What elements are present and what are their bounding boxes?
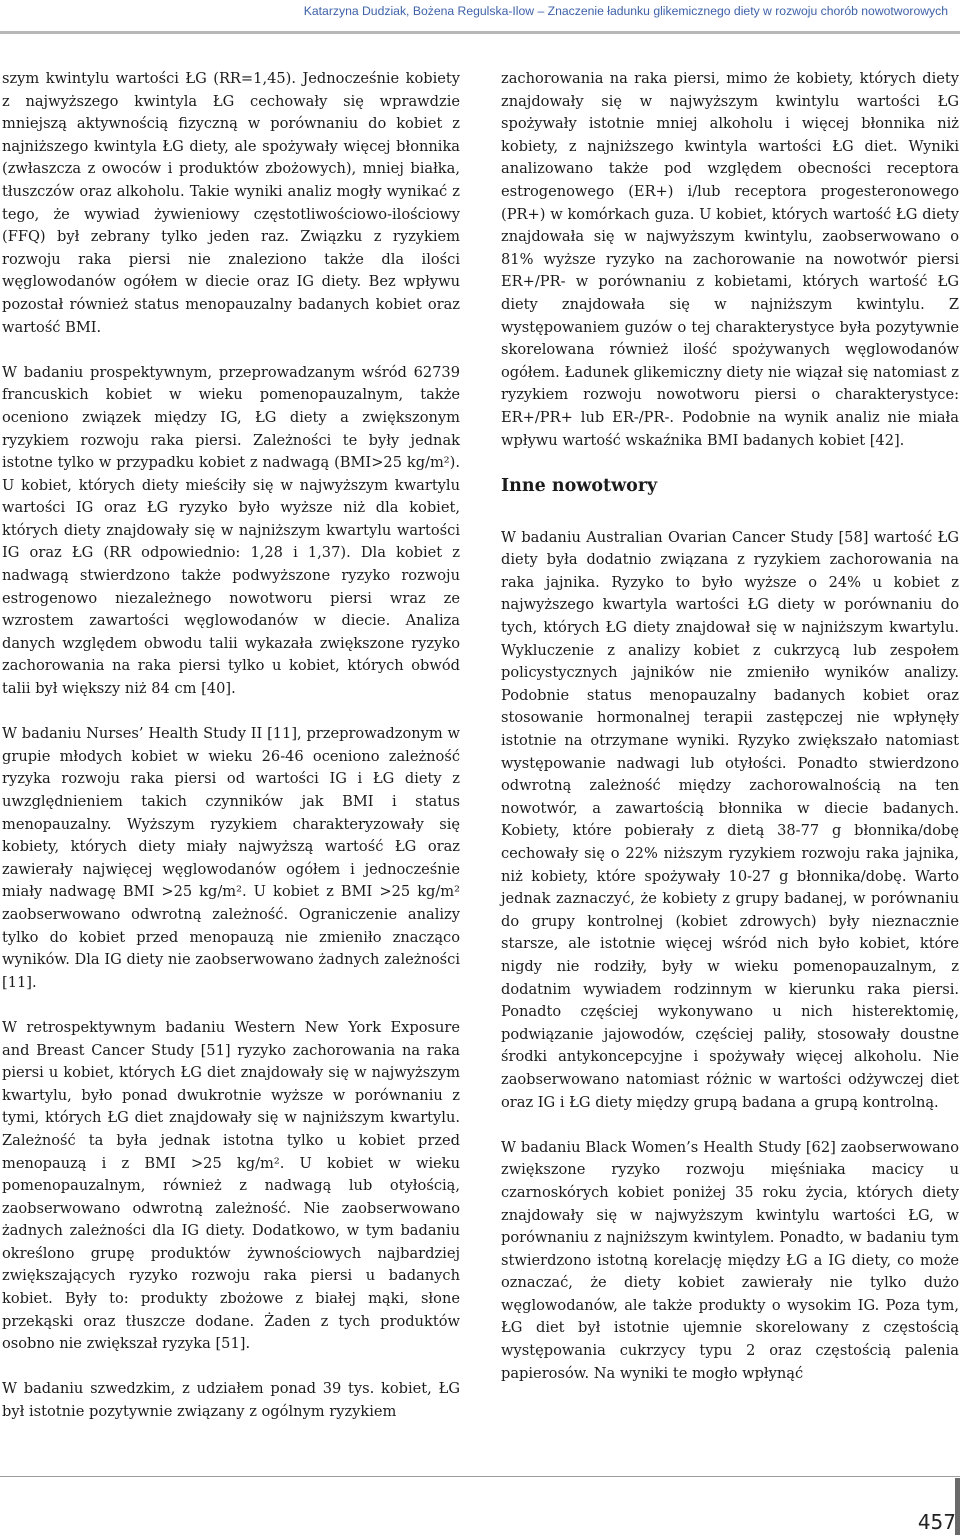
paragraph: W badaniu Nurses’ Health Study II [11], przeprowadzonym w grupie młodych kobiet w wieku 26-46 oceniono zależność ryzyka rozwoju raka piersi od wartości IG i ŁG diety z uwzględnieniem takich czynników jak BMI i status menopauzalny. Wyższym ryzykiem charakteryzowały się kobiety, których diety miały najwyższą wartość ŁG oraz zawierały najwięcej węglowodanów ogółem i jednocześnie miały nadwagę BMI >25 kg/m². U kobiet z BMI >25 kg/m² zaobserwowano odwrotną zależność. Ograniczenie analizy tylko do kobiet przed menopauzą nie zmieniło znacząco wyników. Dla IG diety nie zaobserwowano żadnych zależności [11]. xyxy=(2,725,460,991)
header-rule xyxy=(0,31,960,34)
page-number: 457 xyxy=(917,1510,956,1534)
paragraph: W badaniu Black Women’s Health Study [62] zaobserwowano zwiększone ryzyko rozwoju mięśniaka macicy u czarnoskórych kobiet poniżej 35 roku życia, których diety znajdowały się w najwyższym kwintylu wartości ŁG, w porównaniu z najniższym kwintylem. Ponadto, w badaniu tym stwierdzono istotną korelację między ŁG a IG diety, co może oznaczać, że diety kobiet zawierały nie tylko dużo węglowodanów, ale także produkty o wysokim IG. Poza tym, ŁG diet był istotnie ujemnie skorelowany z częstością występowania cukrzycy typu 2 oraz częstością palenia papierosów. Na wyniki te mogło wpłynąć xyxy=(501,1138,959,1382)
left-column xyxy=(2,68,460,1424)
paragraph: W retrospektywnym badaniu Western New York Exposure and Breast Cancer Study [51] ryzyko zachorowania na raka piersi u kobiet, których ŁG diet znajdowały się w najwyższym kwartylu, było ponad dwukrotnie wyższe w porównaniu z tymi, których ŁG diet znajdowały się w najniższym kwartylu. Zależność ta była jednak istotna tylko u kobiet przed menopauzą i z BMI >25 kg/m². U kobiet w wieku pomenopauzalnym, również z nadwagą lub otyłością, zaobserwowano odwrotną zależność. Nie zaobserwowano żadnych zależności dla IG diety. Dodatkowo, w tym badaniu określono grupę produktów żywnościowych najbardziej zwiększających ryzyko rozwoju raka piersi u badanych kobiet. Były to: produkty zbożowe z białej mąki, słone przekąski oraz tłuszcze dodane. Żaden z tych produktów osobno nie zwiększał ryzyka [51]. xyxy=(2,1018,460,1353)
paragraph: W badaniu prospektywnym, przeprowadzanym wśród 62739 francuskich kobiet w wieku pomenopauzalnym, także oceniono związek między IG, ŁG diety a zwiększonym ryzykiem rozwoju raka piersi. Zależności te były jednak istotne tylko w przypadku kobiet z nadwagą (BMI>25 kg/m²). U kobiet, których diety mieściły się w najwyższym kwartylu wartości IG oraz ŁG ryzyko było wyższe niż dla kobiet, których diety znajdowały się w najniższym kwartylu wartości IG oraz ŁG (RR odpowiednio: 1,28 i 1,37). Dla kobiet z nadwagą stwierdzono także podwyższone ryzyko rozwoju estrogenowo niezależnego nowotworu piersi wraz ze wzrostem zawartości węglowodanów w diecie. Analiza danych względem obwodu talii wykazała zwiększone ryzyko zachorowania na raka piersi tylko u kobiet, których obwód talii był większy niż 84 cm [40]. xyxy=(2,363,460,698)
paragraph: szym kwintylu wartości ŁG (RR=1,45). Jednocześnie kobiety z najwyższego kwintyla ŁG cechowały się wprawdzie mniejszą aktywnością fizyczną w porównaniu do kobiet z najniższego kwintyla ŁG diety, ale spożywały więcej błonnika (zwłaszcza z owoców i produktów zbożowych), mniej białka, tłuszczów oraz alkoholu. Takie wyniki analiz mogły wynikać z tego, że wywiad żywieniowy częstotliwościowo-ilościowy (FFQ) był zebrany tylko jeden raz. Związku z ryzykiem rozwoju raka piersi nie znaleziono także dla ilości węglowodanów ogółem w diecie oraz IG diety. Bez wpływu pozostał również status menopauzalny badanych kobiet oraz wartość BMI. xyxy=(2,70,460,336)
paragraph: W badaniu Australian Ovarian Cancer Study [58] wartość ŁG diety była dodatnio związana z ryzykiem zachorowania na raka jajnika. Ryzyko to było wyższe o 24% u kobiet z najwyższego kwartyla wartości ŁG diety w porównaniu do tych, których ŁG diety znajdował się w najniższym kwartylu. Wykluczenie z analizy kobiet z cukrzycą lub zespołem policystycznych jajników nie zmieniło wyników analizy. Podobnie status menopauzalny badanych kobiet oraz stosowanie hormonalnej terapii zastępczej nie wpłynęły istotnie na otrzymane wyniki. Ryzyko zwiększało natomiast występowanie nadwagi lub otyłości. Ponadto stwierdzono odwrotną zależność między zachorowalnością na ten nowotwór, a zawartością błonnika w diecie badanych. Kobiety, które pobierały z dietą 38-77 g błonnika/dobę cechowały się o 22% niższym ryzykiem rozwoju raka jajnika, niż kobiety, które spożywały 10-27 g błonnika/dobę. Warto jednak zaznaczyć, że kobiety z grupy badanej, w porównaniu do grupy kontrolnej (kobiet zdrowych) były nieznacznie starsze, ale istotnie więcej wśród nich było kobiet, które nigdy nie rodziły, były w wieku pomenopauzalnym, z dodatnim wywiadem rodzinnym w kierunku raka piersi. Ponadto częściej wykonywano u nich histerektomię, podwiązanie jajowodów, częściej paliły, stosowały doustne środki antykoncepcyjne i spożywały więcej alkoholu. Nie zaobserwowano natomiast różnic w wartości odżywczej diet oraz IG i ŁG diety między grupą badana a grupą kontrolną. xyxy=(501,528,959,1111)
paragraph: zachorowania na raka piersi, mimo że kobiety, których diety znajdowały się w najwyższym kwintylu wartości ŁG spożywały istotnie mniej alkoholu i więcej błonnika niż kobiety, z najniższego kwintyla wartości ŁG diet. Wyniki analizowano także pod względem obecności receptora estrogenowego (ER+) i/lub receptora progesteronowego (PR+) w komórkach guza. U kobiet, których wartość ŁG diety znajdowała się w najwyższym kwintylu, zaobserwowano o 81% wyższe ryzyko na zachorowanie na nowotwór piersi ER+/PR- w porównaniu z kobietami, których wartość ŁG diety znajdowała się w najniższym kwintylu. Z występowaniem guzów o tej charakterystyce była pozytywnie skorelowana również ilość spożywanych węglowodanów ogółem. Ładunek glikemiczny diety nie wiązał się natomiast z ryzykiem rozwoju nowotworu piersi o charakterystyce: ER+/PR+ lub ER-/PR-. Podobnie na wynik analiz nie miała wpływu wartość wskaźnika BMI badanych kobiet [42]. xyxy=(501,70,959,449)
right-column xyxy=(501,68,959,1385)
footer-rule xyxy=(0,1476,960,1477)
running-header xyxy=(0,0,960,31)
running-head-text: Katarzyna Dudziak, Bożena Regulska-Ilow – Znaczenie ładunku glikemicznego diety w rozwoju chorób nowotworowych xyxy=(303,4,948,18)
paragraph: W badaniu szwedzkim, z udziałem ponad 39 tys. kobiet, ŁG był istotnie pozytywnie związany z ogólnym ryzykiem xyxy=(2,1380,460,1421)
section-heading: Inne nowotwory xyxy=(501,475,658,496)
